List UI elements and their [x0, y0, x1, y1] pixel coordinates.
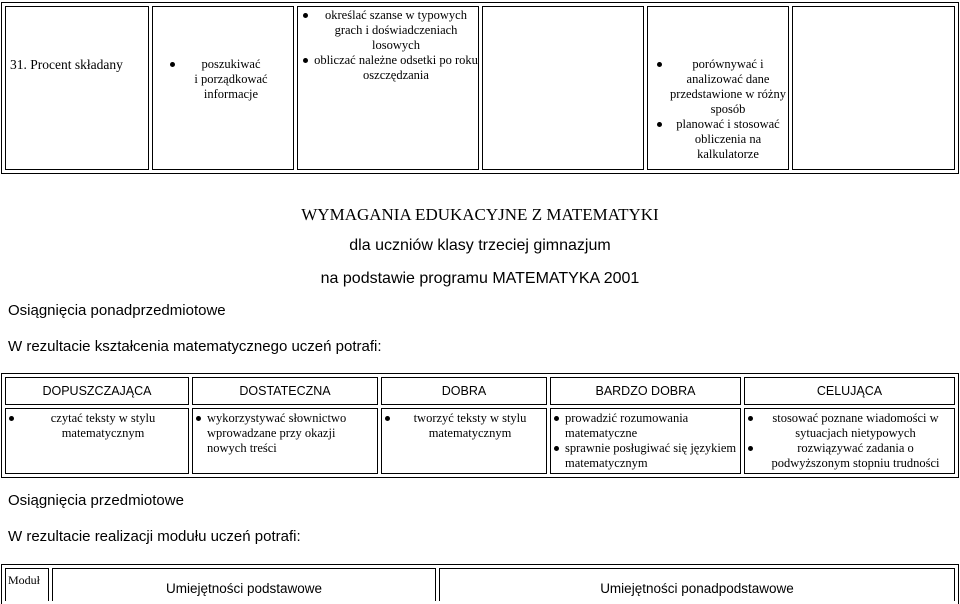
grade-header: DOBRA	[381, 377, 547, 405]
grades-table	[1, 373, 959, 478]
analysis-cell	[647, 6, 789, 170]
table-header-row	[5, 377, 955, 405]
topic-cell	[5, 6, 149, 170]
top-requirements-table	[1, 2, 959, 174]
list-item: rozwiązywać zadania o podwyższonym stopniu trudności	[747, 441, 952, 471]
grade-cell	[744, 408, 955, 474]
topic-label: 31. Procent składany	[10, 57, 123, 72]
list-item: tworzyć teksty w stylu matematycznym	[384, 411, 544, 441]
list-item: planować i stosować obliczenia na kalkulatorze	[656, 117, 788, 162]
list-item: sprawnie posługiwać się językiem matematycznym	[553, 441, 738, 471]
list-item: określać szanse w typowych grach i doświadczeniach losowych	[302, 8, 478, 53]
module-header: Moduł	[5, 568, 49, 601]
list-item: obliczać należne odsetki po roku oszczędzania	[302, 53, 478, 83]
section-lead-subject: W rezultacie realizacji modułu uczeń potrafi:	[8, 528, 301, 545]
section-title-subject: Osiągnięcia przedmiotowe	[8, 492, 184, 509]
list-item: wykorzystywać słownictwo wprowadzane przy okazji nowych treści	[195, 411, 375, 456]
section-lead-crosscurricular: W rezultacie kształcenia matematycznego uczeń potrafi:	[8, 338, 382, 355]
empty-cell	[482, 6, 644, 170]
list-item: czytać teksty w stylu matematycznym	[8, 411, 186, 441]
table-header-row	[5, 568, 955, 601]
list-item: stosować poznane wiadomości w sytuacjach nietypowych	[747, 411, 952, 441]
document-title: WYMAGANIA EDUKACYJNE Z MATEMATYKI	[301, 205, 659, 224]
document-subtitle-class: dla uczniów klasy trzeciej gimnazjum	[349, 237, 611, 254]
grade-header: BARDZO DOBRA	[550, 377, 741, 405]
grade-header: DOPUSZCZAJĄCA	[5, 377, 189, 405]
goals-cell	[297, 6, 479, 170]
basic-skills-header: Umiejętności podstawowe	[52, 568, 436, 601]
grade-header: CELUJĄCA	[744, 377, 955, 405]
table-row	[5, 408, 955, 474]
grade-header: DOSTATECZNA	[192, 377, 378, 405]
section-title-crosscurricular: Osiągnięcia ponadprzedmiotowe	[8, 302, 226, 319]
list-item: prowadzić rozumowania matematyczne	[553, 411, 738, 441]
list-item: poszukiwać i porządkować informacje	[169, 57, 293, 102]
modules-table	[1, 564, 959, 604]
document-subtitle-program: na podstawie programu MATEMATYKA 2001	[320, 270, 640, 287]
advanced-skills-header: Umiejętności ponadpodstawowe	[439, 568, 955, 601]
grade-cell	[5, 408, 189, 474]
grade-cell	[381, 408, 547, 474]
grade-cell	[550, 408, 741, 474]
empty-cell	[792, 6, 955, 170]
list-item: porównywać i analizować dane przedstawione w różny sposób	[656, 57, 788, 117]
grade-cell	[192, 408, 378, 474]
skills-cell	[152, 6, 294, 170]
